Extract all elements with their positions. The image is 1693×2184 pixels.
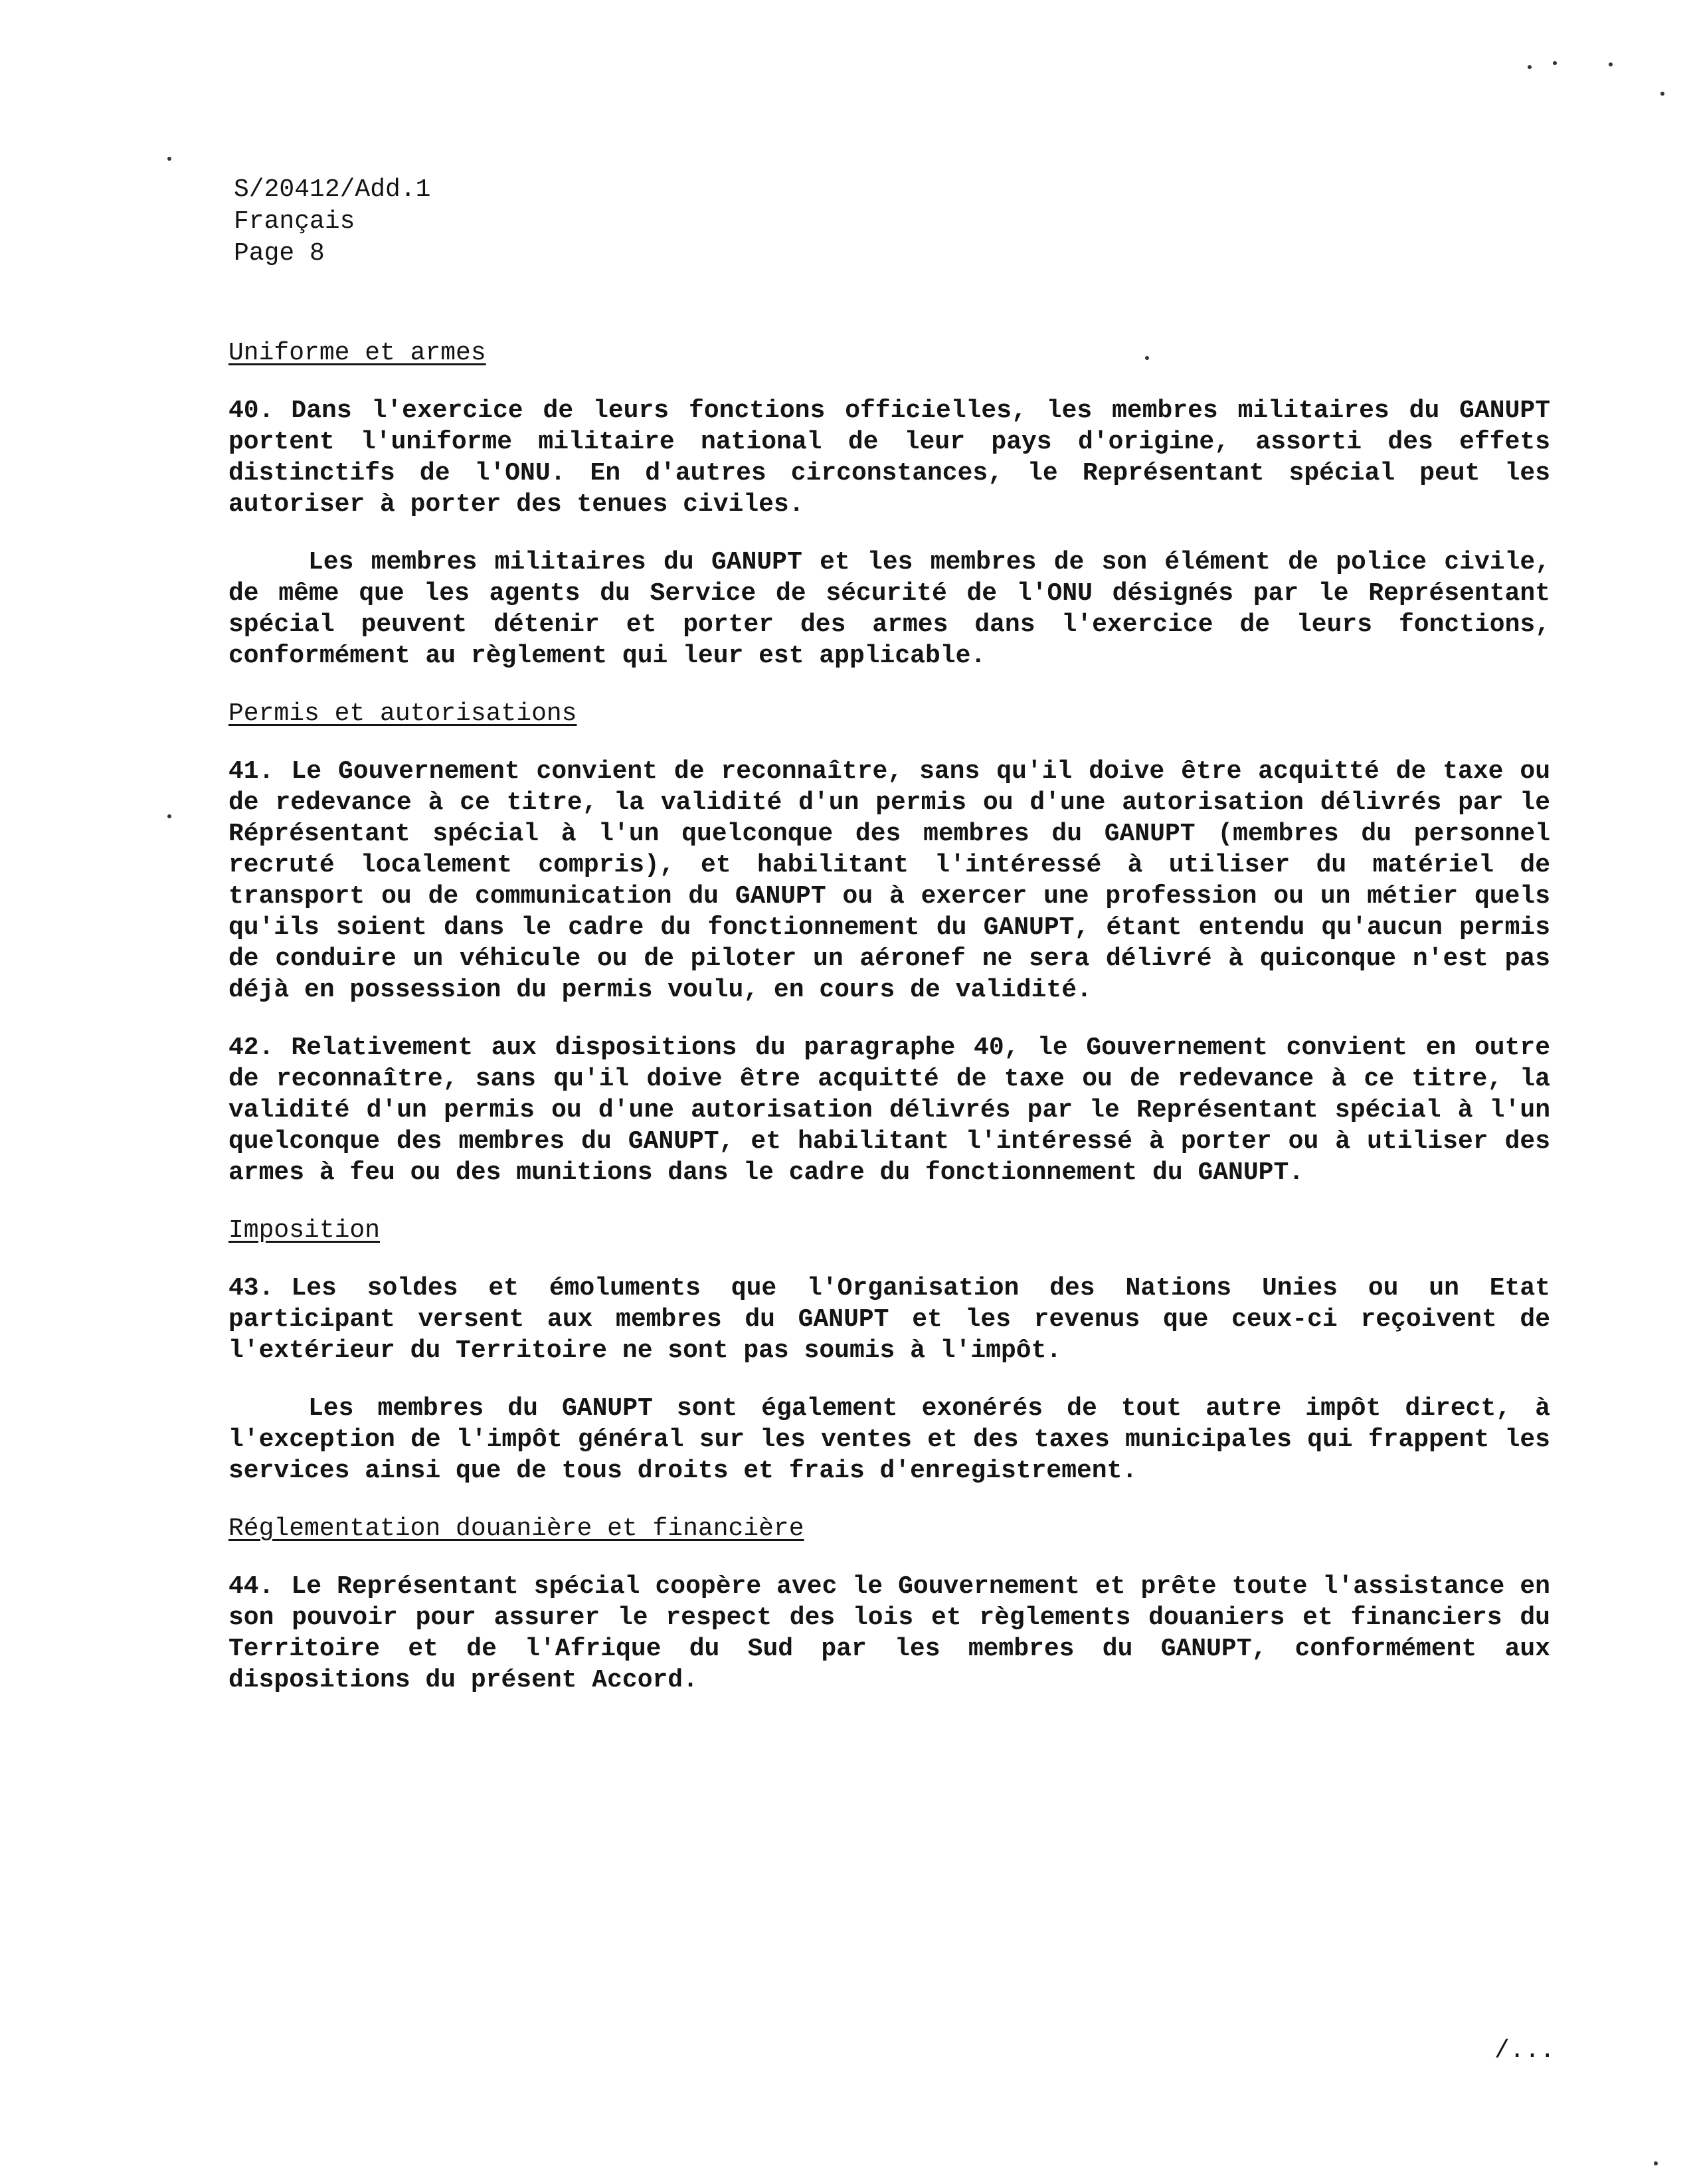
scan-speck — [1528, 65, 1532, 69]
paragraph-43 — [228, 1273, 1550, 1366]
section-heading-imposition: Imposition — [228, 1216, 381, 1245]
paragraph-number: 41. — [228, 757, 274, 786]
section-heading-uniforme: Uniforme et armes — [228, 339, 486, 367]
scan-speck — [1660, 92, 1664, 96]
paragraph-44 — [228, 1571, 1550, 1696]
document-body — [228, 337, 1550, 1722]
paragraph-42 — [228, 1032, 1550, 1188]
scan-speck — [1609, 62, 1613, 66]
paragraph-number: 42. — [228, 1034, 274, 1062]
paragraph-number: 43. — [228, 1274, 274, 1303]
paragraph-40 — [228, 395, 1550, 520]
document-header — [234, 174, 430, 270]
paragraph-text: Les membres militaires du GANUPT et les membres de son élément de police civile, de même que les agents du Service de sécurité de l'ONU désignés par le Représentant spécial peuvent détenir et porter des armes dans l'exercice de leurs fonctions, conformément au règlement qui leur est applicable. — [228, 548, 1550, 670]
document-symbol: S/20412/Add.1 — [234, 175, 431, 204]
paragraph-number: 44. — [228, 1572, 274, 1601]
scan-speck — [1654, 2161, 1658, 2165]
paragraph-text: Relativement aux dispositions du paragraphe 40, le Gouvernement convient en outre de reconnaître, sans qu'il doive être acquitté de taxe ou de redevance à ce titre, la validité d'un permis ou d'une autorisation délivrés par le Représentant spécial à l'un quelconque des membres du GANUPT, et habilitant l'intéressé à porter ou à utiliser des armes à feu ou des munitions dans le cadre du fonctionnement du GANUPT. — [228, 1034, 1550, 1187]
continuation-mark: /... — [1494, 2037, 1556, 2065]
paragraph-text: Les soldes et émoluments que l'Organisation des Nations Unies ou un Etat participant versent aux membres du GANUPT et les revenus que ceux-ci reçoivent de l'extérieur du Territoire ne sont pas soumis à l'impôt. — [228, 1274, 1550, 1365]
paragraph-text: Le Gouvernement convient de reconnaître, sans qu'il doive être acquitté de taxe ou de redevance à ce titre, la validité d'un permis ou d'une autorisation délivrés par le Réprésentant spécial à l'un quelconque des membres du GANUPT (membres du personnel recruté localement compris), et habilitant l'intéressé à utiliser du matériel de transport ou de communication du GANUPT ou à exercer une profession ou un métier quels qu'ils soient dans le cadre du fonctionnement du GANUPT, étant entendu qu'aucun permis de conduire un véhicule ou de piloter un aéronef ne sera délivré à quiconque n'est pas déjà en possession du permis voulu, en cours de validité. — [228, 757, 1550, 1004]
paragraph-43-continued — [228, 1393, 1550, 1487]
page-number: Page 8 — [234, 239, 325, 268]
paragraph-40-continued — [228, 547, 1550, 672]
paragraph-text: Les membres du GANUPT sont également exonérés de tout autre impôt direct, à l'exception de l'impôt général sur les ventes et des taxes municipales qui frappent les services ainsi que de tous droits et frais d'enregistrement. — [228, 1394, 1550, 1485]
scan-speck — [1145, 356, 1149, 360]
scan-speck — [1553, 61, 1557, 65]
section-heading-permis: Permis et autorisations — [228, 699, 577, 728]
paragraph-41 — [228, 756, 1550, 1006]
document-language: Français — [234, 207, 355, 236]
scan-speck — [167, 814, 171, 818]
paragraph-text: Dans l'exercice de leurs fonctions officielles, les membres militaires du GANUPT portent l'uniforme militaire national de leur pays d'origine, assorti des effets distinctifs de l'ONU. En d'autres circonstances, le Représentant spécial peut les autoriser à porter des tenues civiles. — [228, 397, 1550, 519]
section-heading-reglementation: Réglementation douanière et financière — [228, 1514, 804, 1543]
paragraph-number: 40. — [228, 397, 274, 425]
scan-speck — [167, 157, 171, 161]
paragraph-text: Le Représentant spécial coopère avec le Gouvernement et prête toute l'assistance en son pouvoir pour assurer le respect des lois et règlements douaniers et financiers du Territoire et de l'Afrique du Sud par les membres du GANUPT, conformément aux dispositions du présent Accord. — [228, 1572, 1550, 1694]
